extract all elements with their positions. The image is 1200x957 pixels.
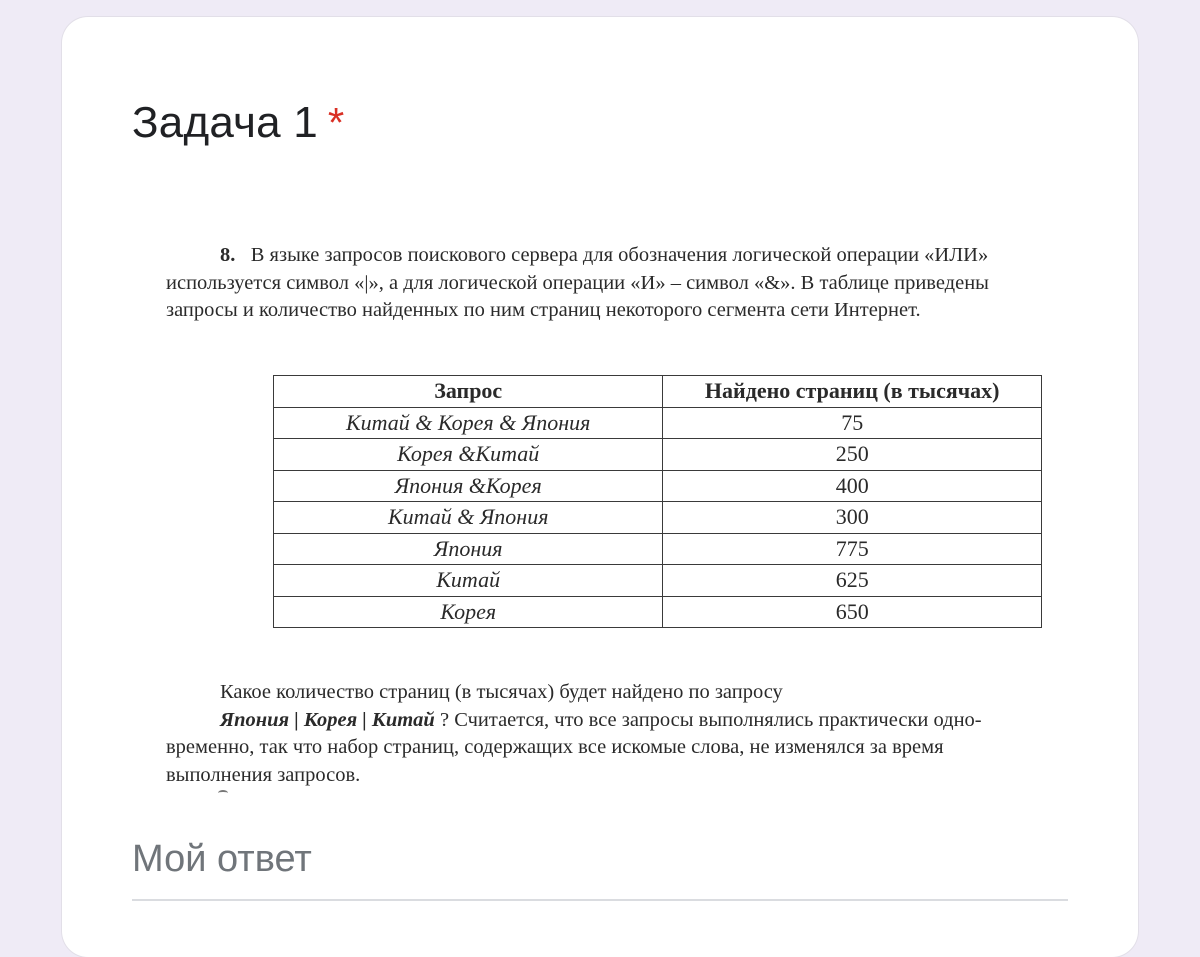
cell-pages: 300 (663, 502, 1042, 534)
question-line-3: временно, так что набор страниц, содержащих все искомые слова, не изменялся за время (166, 736, 944, 758)
cell-query: Корея (274, 596, 663, 628)
queries-table (273, 375, 1042, 628)
header-pages: Найдено страниц (в тысячах) (663, 376, 1042, 408)
cell-pages: 250 (663, 439, 1042, 471)
question-line-1: Какое количество страниц (в тысячах) будет найдено по запросу (220, 681, 783, 703)
question-title (132, 95, 344, 151)
answer-underline (132, 899, 1068, 901)
table-row (274, 502, 1042, 534)
table-row (274, 439, 1042, 471)
table-row (274, 470, 1042, 502)
table-row (274, 533, 1042, 565)
question-title-text: Задача 1 (132, 98, 318, 147)
intro-line-2: используется символ «|», а для логической операции «И» – символ «&». В таблице приведены (166, 271, 989, 294)
cell-pages: 775 (663, 533, 1042, 565)
question-line-4: выполнения запросов. (166, 763, 361, 786)
table-header-row (274, 376, 1042, 408)
cell-query: Китай & Корея & Япония (274, 407, 663, 439)
cell-query: Япония &Корея (274, 470, 663, 502)
cell-query: Корея &Китай (274, 439, 663, 471)
task-intro (166, 242, 1030, 325)
question-card (62, 17, 1138, 957)
intro-line-1 (166, 242, 1030, 270)
table-row (274, 407, 1042, 439)
task-number: 8. (220, 244, 236, 266)
cell-pages: 75 (663, 407, 1042, 439)
cell-pages: 625 (663, 565, 1042, 597)
task-image (162, 242, 1042, 802)
cutoff-mark (218, 790, 228, 796)
cell-query: Китай (274, 565, 663, 597)
table-row (274, 596, 1042, 628)
header-query: Запрос (274, 376, 663, 408)
table-row (274, 565, 1042, 597)
question-line-2-rest: ? Считается, что все запросы выполнялись практически одно- (434, 708, 982, 731)
cell-pages: 650 (663, 596, 1042, 628)
intro-line-1-text: В языке запросов поискового сервера для обозначения логической операции «ИЛИ» (250, 244, 989, 266)
task-question (166, 679, 1030, 789)
intro-line-3: запросы и количество найденных по ним страниц некоторого сегмента сети Интернет. (166, 299, 921, 321)
answer-input[interactable]: Мой ответ (132, 838, 312, 880)
cell-query: Китай & Япония (274, 502, 663, 534)
question-line-2 (166, 707, 1030, 735)
cell-pages: 400 (663, 470, 1042, 502)
required-asterisk: * (327, 99, 345, 146)
cell-query: Япония (274, 533, 663, 565)
question-query: Япония | Корея | Китай (220, 708, 435, 731)
